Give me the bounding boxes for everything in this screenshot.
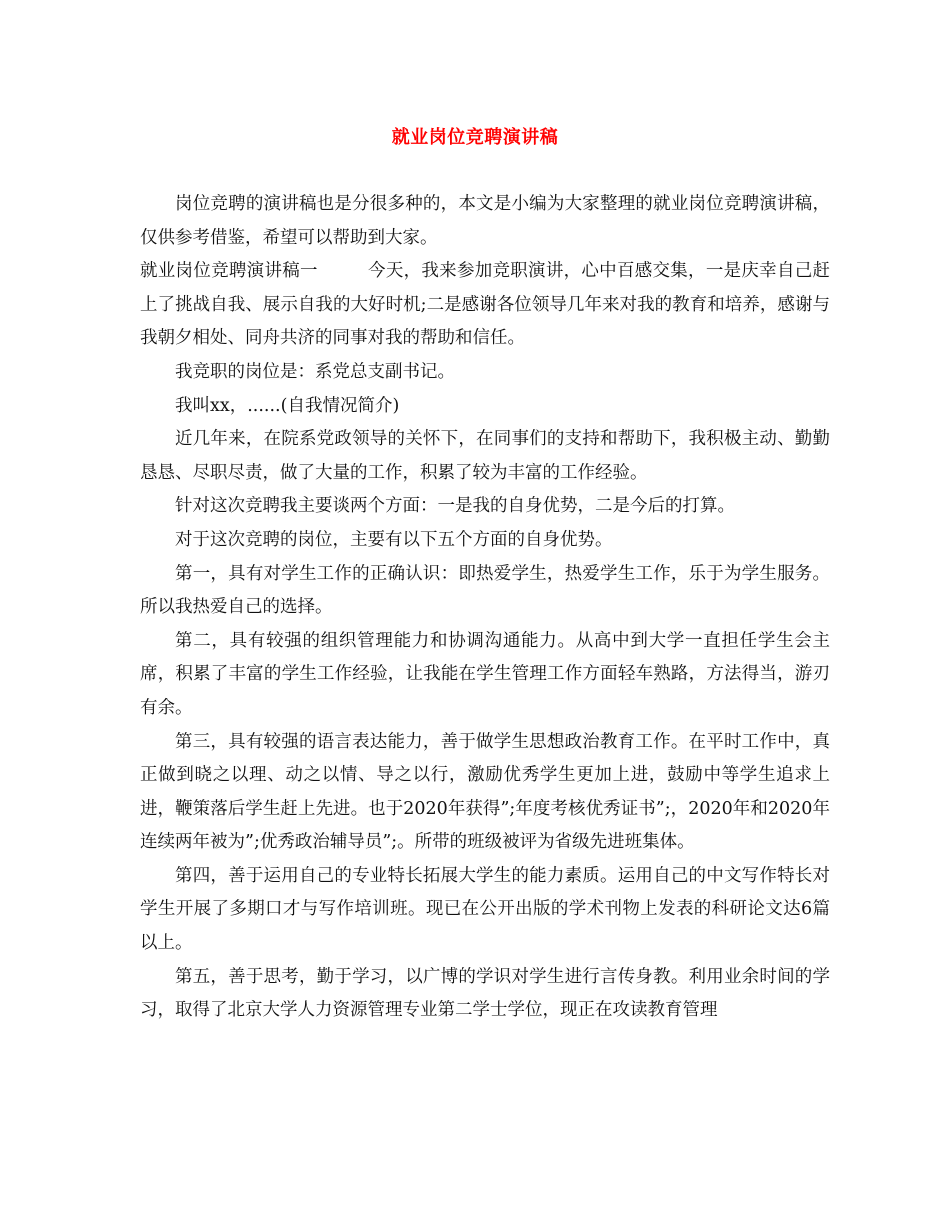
paragraph: 对于这次竞聘的岗位，主要有以下五个方面的自身优势。 bbox=[175, 529, 613, 550]
document-body bbox=[140, 188, 830, 1028]
section-heading: 就业岗位竞聘演讲稿一 bbox=[140, 261, 318, 282]
paragraph: 第三，具有较强的语言表达能力，善于做学生思想政治教育工作。在平时工作中，真正做到晓之以理、动之以情、导之以行，激励优秀学生更加上进，鼓励中等学生追求上进，鞭策落后学生赶上先进。也于2020年获得”;年度考核优秀证书”;，2020年和2020年连续两年被为”;优秀政治辅导员”;。所带的班级被评为省级先进班集体。 bbox=[140, 731, 830, 853]
paragraph-text: 今天，我来参加竞职演讲，心中百感交集，一是庆幸自己赶上了挑战自我、展示自我的大好时机;二是感谢各位领导几年来对我的教育和培养，感谢与我朝夕相处、同舟共济的同事对我的帮助和信任。 bbox=[140, 261, 831, 349]
paragraph: 我叫xx，......(自我情况简介) bbox=[175, 395, 400, 416]
intro-paragraph: 岗位竞聘的演讲稿也是分很多种的，本文是小编为大家整理的就业岗位竞聘演讲稿，仅供参考借鉴，希望可以帮助到大家。 bbox=[140, 194, 830, 248]
paragraph: 我竞职的岗位是：系党总支副书记。 bbox=[175, 361, 455, 382]
paragraph: 第一，具有对学生工作的正确认识：即热爱学生，热爱学生工作，乐于为学生服务。所以我热爱自己的选择。 bbox=[140, 563, 830, 618]
paragraph: 第五，善于思考，勤于学习，以广博的学识对学生进行言传身教。利用业余时间的学习，取得了北京大学人力资源管理专业第二学士学位，现正在攻读教育管理 bbox=[140, 966, 830, 1021]
paragraph: 第四，善于运用自己的专业特长拓展大学生的能力素质。运用自己的中文写作特长对学生开展了多期口才与写作培训班。现已在公开出版的学术刊物上发表的科研论文达6篇以上。 bbox=[140, 865, 830, 954]
paragraph: 针对这次竞聘我主要谈两个方面：一是我的自身优势，二是今后的打算。 bbox=[175, 496, 735, 517]
paragraph: 近几年来，在院系党政领导的关怀下，在同事们的支持和帮助下，我积极主动、勤勤恳恳、尽职尽责，做了大量的工作，积累了较为丰富的工作经验。 bbox=[140, 429, 830, 483]
paragraph: 第二，具有较强的组织管理能力和协调沟通能力。从高中到大学一直担任学生会主席，积累了丰富的学生工作经验，让我能在学生管理工作方面轻车熟路，方法得当，游刃有余。 bbox=[140, 630, 830, 718]
document-title: 就业岗位竞聘演讲稿 bbox=[391, 127, 559, 148]
section-paragraph bbox=[140, 255, 830, 356]
